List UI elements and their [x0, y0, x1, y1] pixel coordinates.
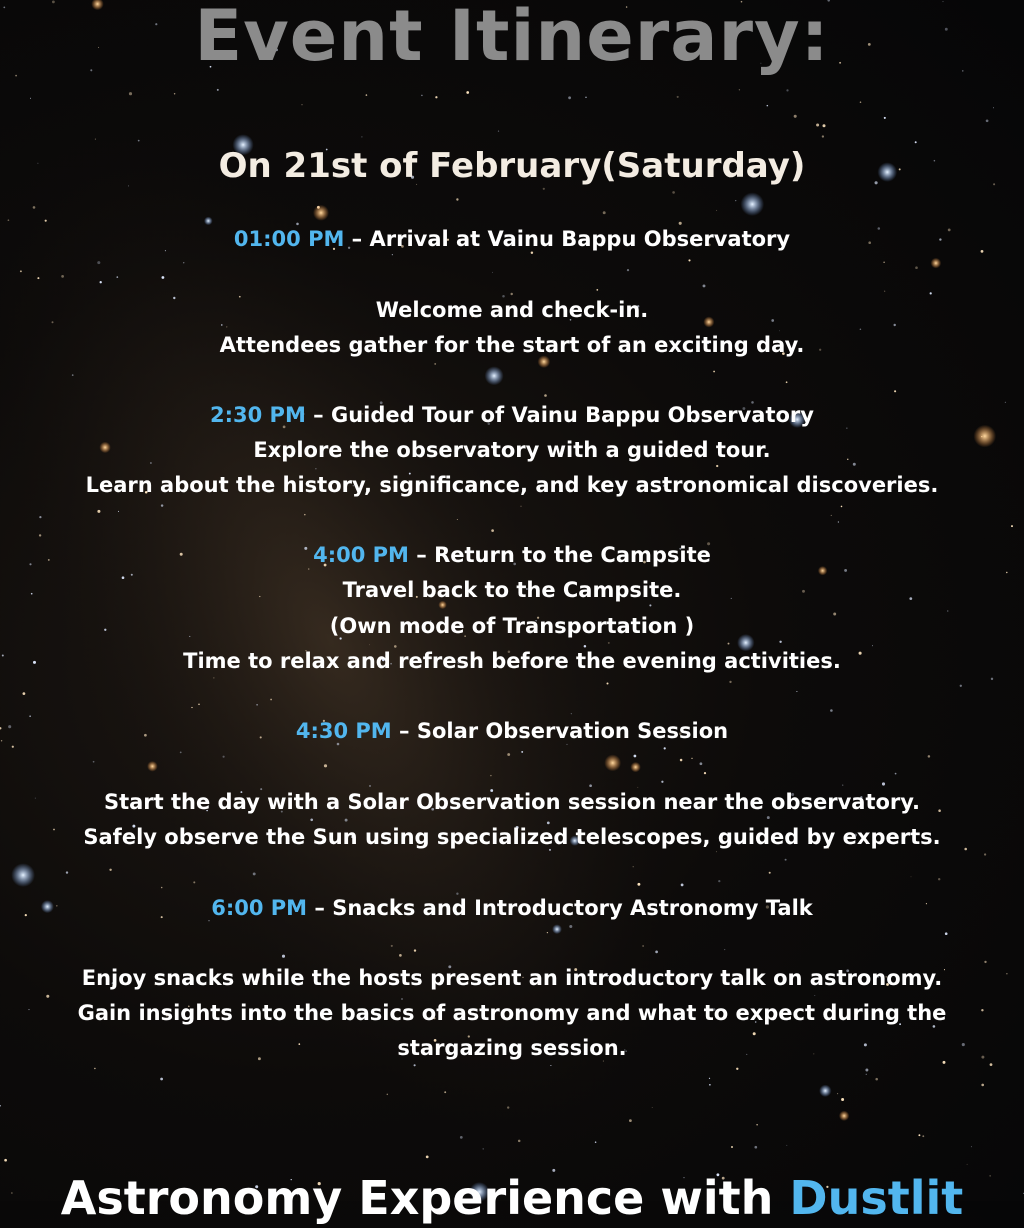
itinerary-detail: Welcome and check-in.	[375, 298, 649, 322]
itinerary-detail: Start the day with a Solar Observation session near the observatory.	[103, 790, 921, 814]
itinerary-detail: Safely observe the Sun using specialized telescopes, guided by experts.	[83, 825, 941, 849]
page-title: Event Itinerary:	[194, 0, 830, 77]
itinerary-detail: (Own mode of Transportation )	[329, 614, 695, 638]
date-heading: On 21st of February(Saturday)	[218, 146, 806, 186]
itinerary-detail: Time to relax and refresh before the evening activities.	[183, 649, 841, 673]
itinerary-time: 2:30 PM	[210, 403, 306, 427]
itinerary-detail: stargazing session.	[397, 1036, 627, 1060]
footer-heading	[0, 1168, 1024, 1228]
itinerary-detail: Travel back to the Campsite.	[342, 578, 682, 602]
itinerary-title: – Return to the Campsite	[408, 543, 711, 567]
itinerary-time: 6:00 PM	[211, 896, 308, 920]
itinerary-item-heading	[0, 222, 1024, 256]
itinerary-detail: Enjoy snacks while the hosts present an introductory talk on astronomy.	[81, 966, 943, 990]
itinerary-item-heading	[0, 398, 1024, 432]
itinerary-item-heading	[0, 714, 1024, 748]
itinerary-time: 4:00 PM	[313, 543, 409, 567]
itinerary-time: 01:00 PM	[233, 227, 345, 251]
itinerary-detail: Gain insights into the basics of astronomy and what to expect during the	[77, 1001, 947, 1025]
itinerary-title: – Arrival at Vainu Bappu Observatory	[344, 227, 791, 251]
itinerary-title: – Snacks and Introductory Astronomy Talk	[307, 896, 813, 920]
itinerary-detail: Explore the observatory with a guided tour.	[253, 438, 771, 462]
itinerary-detail: Attendees gather for the start of an exciting day.	[219, 333, 805, 357]
itinerary-item-heading	[0, 891, 1024, 925]
itinerary-detail: Learn about the history, significance, and key astronomical discoveries.	[85, 473, 939, 497]
footer-text: Astronomy Experience with	[60, 1171, 790, 1225]
itinerary-time: 4:30 PM	[295, 719, 392, 743]
brand-name: Dustlit	[789, 1171, 964, 1225]
itinerary-title: – Guided Tour of Vainu Bappu Observatory	[305, 403, 814, 427]
itinerary-title: – Solar Observation Session	[391, 719, 729, 743]
itinerary-item-heading	[0, 538, 1024, 572]
